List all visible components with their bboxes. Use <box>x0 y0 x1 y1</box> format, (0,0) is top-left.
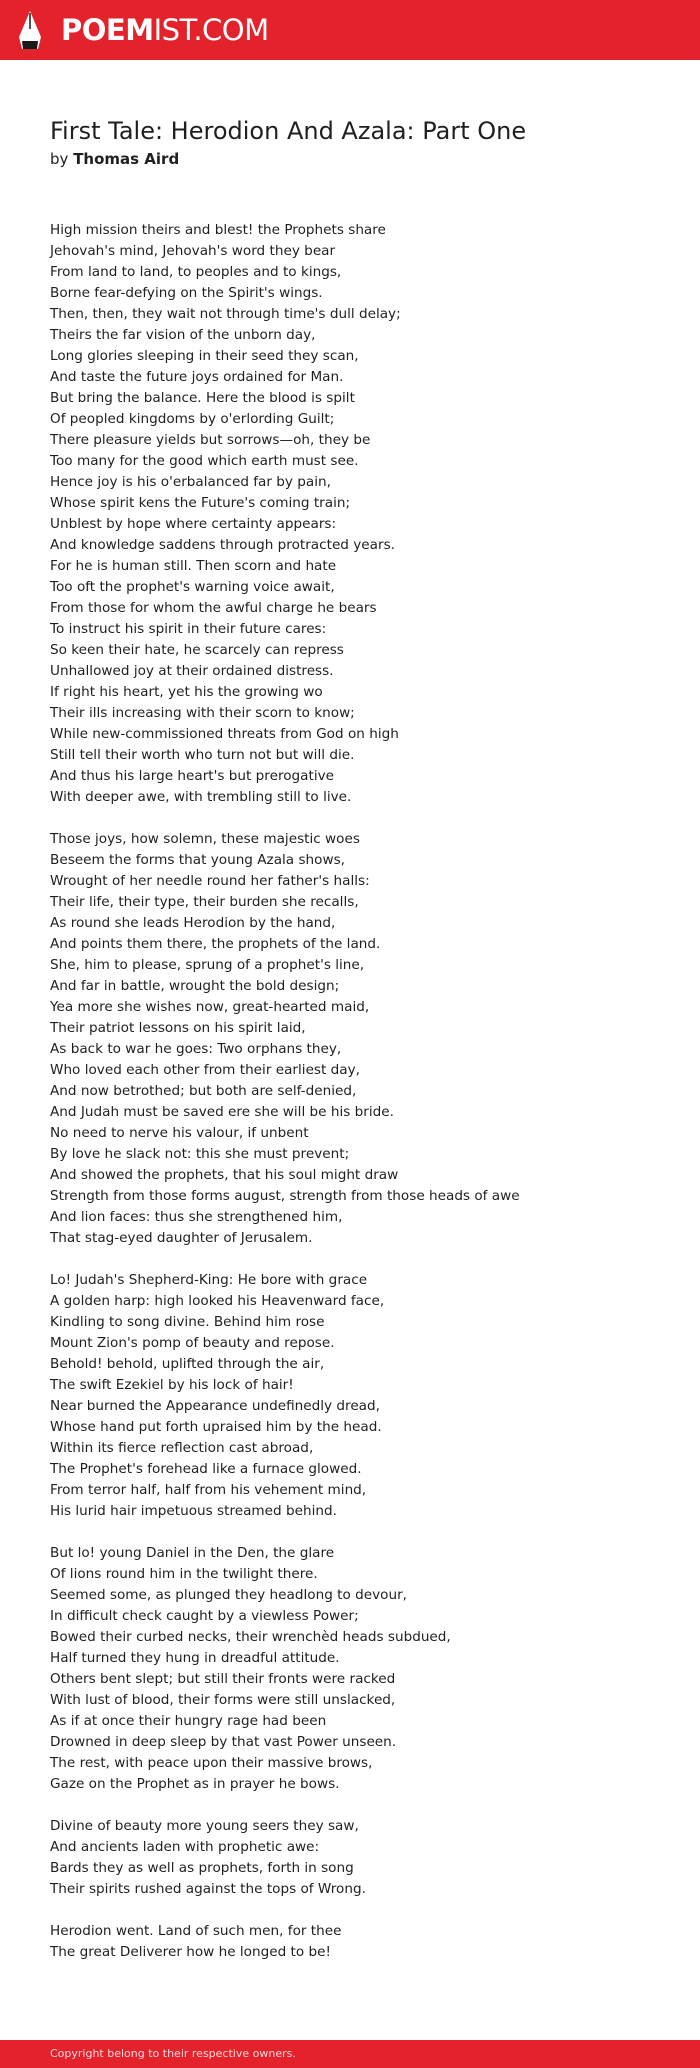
poem-line: Who loved each other from their earliest day, <box>50 1062 360 1078</box>
poem-line: Then, then, they wait not through time's dull delay; <box>50 306 401 322</box>
poem-line: And now betrothed; but both are self-denied, <box>50 1083 357 1099</box>
poem-line: In difficult check caught by a viewless Power; <box>50 1608 359 1624</box>
poem-line: Bards they as well as prophets, forth in song <box>50 1860 354 1876</box>
poem-line: Yea more she wishes now, great-hearted maid, <box>50 999 370 1015</box>
poem-line: Wrought of her needle round her father's halls: <box>50 873 370 889</box>
poem-line: Others bent slept; but still their fronts were racked <box>50 1671 396 1687</box>
poem-line: And showed the prophets, that his soul might draw <box>50 1167 399 1183</box>
site-footer <box>0 2040 700 2068</box>
poem-line: Of lions round him in the twilight there. <box>50 1566 318 1582</box>
poem-line: There pleasure yields but sorrows—oh, they be <box>50 432 371 448</box>
poem-line: She, him to please, sprung of a prophet's line, <box>50 957 365 973</box>
poem-line: His lurid hair impetuous streamed behind. <box>50 1503 337 1519</box>
poem-line: Their patriot lessons on his spirit laid, <box>50 1020 306 1036</box>
poem-line: For he is human still. Then scorn and hate <box>50 558 337 574</box>
by-label: by <box>50 150 69 168</box>
poem-line: Still tell their worth who turn not but will die. <box>50 747 355 763</box>
stanza <box>50 1816 670 1900</box>
poem-line: As back to war he goes: Two orphans they, <box>50 1041 342 1057</box>
poem-line: To instruct his spirit in their future cares: <box>50 621 327 637</box>
poem-line: Lo! Judah's Shepherd-King: He bore with grace <box>50 1272 368 1288</box>
poem-line: The swift Ezekiel by his lock of hair! <box>50 1377 294 1393</box>
stanza <box>50 829 670 1249</box>
poem-line: Unblest by hope where certainty appears: <box>50 516 337 532</box>
poem-line: Bowed their curbed necks, their wrenchèd heads subdued, <box>50 1629 451 1645</box>
stanza <box>50 220 670 808</box>
poem-line: Theirs the far vision of the unborn day, <box>50 327 316 343</box>
author-name[interactable]: Thomas Aird <box>73 150 180 168</box>
poem-line: Those joys, how solemn, these majestic woes <box>50 831 360 847</box>
poem-line: Strength from those forms august, strength from those heads of awe <box>50 1188 520 1204</box>
poem-line: Divine of beauty more young seers they saw, <box>50 1818 359 1834</box>
poem-line: Whose spirit kens the Future's coming train; <box>50 495 351 511</box>
poem-line: Whose hand put forth upraised him by the head. <box>50 1419 382 1435</box>
logo-bold-text: POEM <box>61 13 154 47</box>
poem-line: Half turned they hung in dreadful attitude. <box>50 1650 340 1666</box>
poem-line: And lion faces: thus she strengthened him, <box>50 1209 343 1225</box>
poem-line: While new-commissioned threats from God on high <box>50 726 399 742</box>
poem-line: The rest, with peace upon their massive brows, <box>50 1755 373 1771</box>
poem-line: Kindling to song divine. Behind him rose <box>50 1314 325 1330</box>
stanza <box>50 1270 670 1522</box>
poem-line: Of peopled kingdoms by o'erlording Guilt; <box>50 411 335 427</box>
poem-title: First Tale: Herodion And Azala: Part One <box>50 117 527 145</box>
poem-line: The Prophet's forehead like a furnace glowed. <box>50 1461 362 1477</box>
poem-line: Jehovah's mind, Jehovah's word they bear <box>50 243 336 259</box>
poem-line: Unhallowed joy at their ordained distress. <box>50 663 334 679</box>
poem-line: Drowned in deep sleep by that vast Power unseen. <box>50 1734 397 1750</box>
poem-line: Beseem the forms that young Azala shows, <box>50 852 345 868</box>
stanza <box>50 1543 670 1795</box>
poem-line: And thus his large heart's but prerogative <box>50 768 335 784</box>
poem-line: Within its fierce reflection cast abroad, <box>50 1440 314 1456</box>
poem-line: Hence joy is his o'erbalanced far by pain, <box>50 474 331 490</box>
poem-line: The great Deliverer how he longed to be! <box>50 1944 331 1960</box>
logo-light-text: IST.COM <box>153 13 269 47</box>
poem-line: And points them there, the prophets of the land. <box>50 936 381 952</box>
poem-line: Near burned the Appearance undefinedly dread, <box>50 1398 380 1414</box>
poem-line: And ancients laden with prophetic awe: <box>50 1839 320 1855</box>
poem-line: And Judah must be saved ere she will be his bride. <box>50 1104 394 1120</box>
poem-line: With deeper awe, with trembling still to live. <box>50 789 352 805</box>
poem-line: Their life, their type, their burden she recalls, <box>50 894 359 910</box>
pen-nib-icon <box>19 11 41 51</box>
poem-line: Gaze on the Prophet as in prayer he bows. <box>50 1776 340 1792</box>
poem-line: Seemed some, as plunged they headlong to devour, <box>50 1587 407 1603</box>
poem-line: That stag-eyed daughter of Jerusalem. <box>50 1230 313 1246</box>
poem-line: As round she leads Herodion by the hand, <box>50 915 336 931</box>
poem-line: If right his heart, yet his the growing wo <box>50 684 323 700</box>
poem-line: Borne fear-defying on the Spirit's wings. <box>50 285 323 301</box>
poem-line: Their spirits rushed against the tops of Wrong. <box>50 1881 366 1897</box>
byline <box>50 148 179 170</box>
poem-line: High mission theirs and blest! the Prophets share <box>50 222 386 238</box>
stanza <box>50 1921 670 1963</box>
poem-line: With lust of blood, their forms were still unslacked, <box>50 1692 396 1708</box>
poem-line: And far in battle, wrought the bold design; <box>50 978 340 994</box>
poem-body <box>50 220 670 1984</box>
poem-line: Mount Zion's pomp of beauty and repose. <box>50 1335 335 1351</box>
poem-line: Long glories sleeping in their seed they scan, <box>50 348 359 364</box>
poem-line: From terror half, half from his vehement mind, <box>50 1482 367 1498</box>
copyright-text: Copyright belong to their respective owners. <box>50 2047 296 2060</box>
poem-line: Behold! behold, uplifted through the air, <box>50 1356 325 1372</box>
poem-line: As if at once their hungry rage had been <box>50 1713 327 1729</box>
poem-line: A golden harp: high looked his Heavenward face, <box>50 1293 385 1309</box>
poem-line: So keen their hate, he scarcely can repress <box>50 642 344 658</box>
poem-line: No need to nerve his valour, if unbent <box>50 1125 309 1141</box>
poem-line: Too many for the good which earth must see. <box>50 453 359 469</box>
poem-line: From land to land, to peoples and to kings, <box>50 264 342 280</box>
poem-line: Their ills increasing with their scorn to know; <box>50 705 355 721</box>
poem-line: Too oft the prophet's warning voice await, <box>50 579 335 595</box>
poem-line: Herodion went. Land of such men, for thee <box>50 1923 342 1939</box>
poem-line: And knowledge saddens through protracted years. <box>50 537 395 553</box>
poem-line: From those for whom the awful charge he bears <box>50 600 377 616</box>
site-header <box>0 0 700 60</box>
poem-line: But bring the balance. Here the blood is spilt <box>50 390 355 406</box>
poem-line: By love he slack not: this she must prevent; <box>50 1146 350 1162</box>
poem-line: But lo! young Daniel in the Den, the glare <box>50 1545 335 1561</box>
site-logo[interactable] <box>61 10 269 50</box>
poem-line: And taste the future joys ordained for Man. <box>50 369 344 385</box>
